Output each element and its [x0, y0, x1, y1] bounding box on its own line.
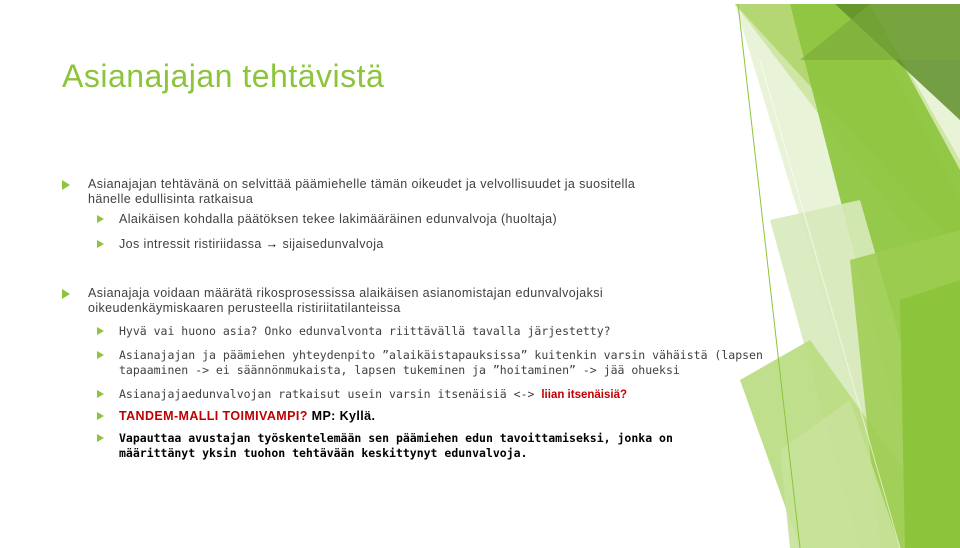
subbullet-arrow-icon	[97, 215, 104, 223]
subbullet-arrow-icon	[97, 412, 104, 420]
bullet-2-sub-4	[119, 409, 375, 424]
bullet-2-sub-3-highlight: liian itsenäisiä?	[541, 389, 628, 401]
bullet-1-line-2: hänelle edullisinta ratkaisua	[88, 192, 254, 206]
bullet-2-sub-3-text: Asianajajaedunvalvojan ratkaisut usein varsin itsenäisiä <->	[119, 387, 535, 401]
bullet-2-sub-2-line-2: tapaaminen -> ei säännönmukaista, lapsen tukeminen ja ”hoitaminen” -> jää ohueksi	[119, 363, 680, 377]
bullet-2-sub-5-line-2: määrittänyt yksin tuohon tehtävään keskittynyt edunvalvoja.	[119, 446, 528, 460]
bullet-1-sub-2	[119, 237, 384, 252]
bullet-2-sub-2	[119, 348, 763, 378]
subbullet-arrow-icon	[97, 240, 104, 248]
bullet-2-line-2: oikeudenkäymiskaaren perusteella ristiriitatilanteissa	[88, 301, 401, 315]
right-arrow-icon: →	[265, 237, 279, 251]
bullet-1-line-1: Asianajajan tehtävänä on selvittää päämiehelle tämän oikeudet ja velvollisuudet ja suositella	[88, 177, 636, 191]
bullet-2-sub-2-line-1: Asianajajan ja päämiehen yhteydenpito ”alaikäistapauksissa” kuitenkin varsin vähäistä (lapsen	[119, 348, 763, 362]
bullet-2-sub-5	[119, 431, 673, 461]
bullet-arrow-icon	[62, 289, 70, 299]
bullet-2-sub-5-line-1: Vapauttaa avustajan työskentelemään sen päämiehen edun tavoittamiseksi, jonka on	[119, 431, 673, 445]
bullet-1-sub-2-text-b: sijaisedunvalvoja	[282, 237, 384, 251]
bullet-2-line-1: Asianajaja voidaan määrätä rikosprosessissa alaikäisen asianomistajan edunvalvojaksi	[88, 286, 604, 300]
bullet-1	[88, 177, 635, 207]
subbullet-arrow-icon	[97, 351, 104, 359]
subbullet-arrow-icon	[97, 434, 104, 442]
bullet-2-sub-4-text: MP: Kyllä.	[311, 409, 376, 423]
bullet-2	[88, 286, 603, 316]
bullet-2-sub-3	[119, 387, 627, 403]
bullet-2-sub-4-highlight: TANDEM-MALLI TOIMIVAMPI?	[119, 409, 308, 423]
bullet-1-sub-2-text-a: Jos intressit ristiriidassa	[119, 237, 262, 251]
subbullet-arrow-icon	[97, 390, 104, 398]
slide-title: Asianajajan tehtävistä	[62, 58, 385, 94]
bullet-1-sub-1: Alaikäisen kohdalla päätöksen tekee lakimääräinen edunvalvoja (huoltaja)	[119, 212, 558, 226]
bullet-arrow-icon	[62, 180, 70, 190]
bullet-2-sub-1: Hyvä vai huono asia? Onko edunvalvonta riittävällä tavalla järjestetty?	[119, 324, 611, 338]
subbullet-arrow-icon	[97, 327, 104, 335]
